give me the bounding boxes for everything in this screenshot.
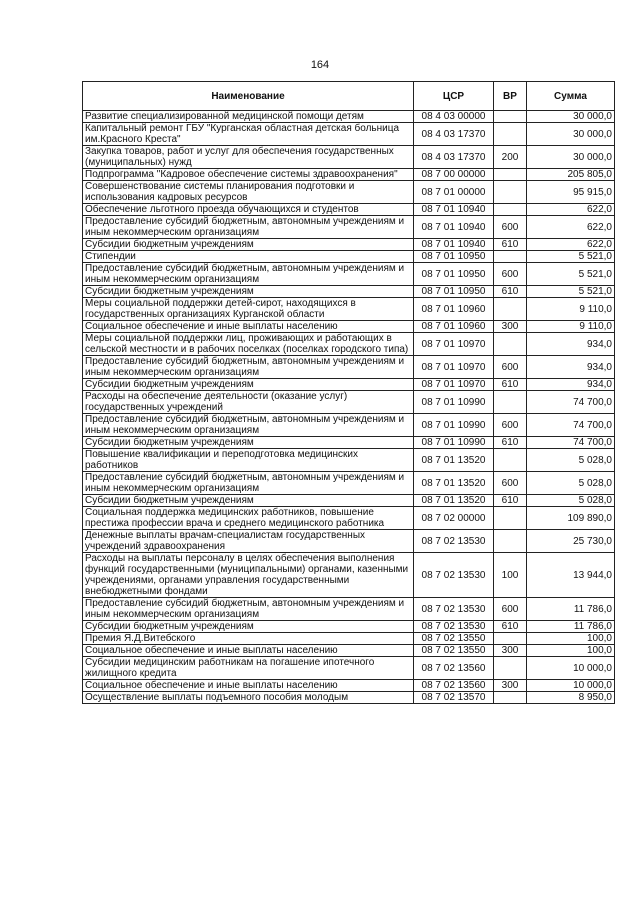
cell-name: Предоставление субсидий бюджетным, автономным учреждениям и иным некоммерческим организациям <box>83 216 414 239</box>
cell-vr: 610 <box>494 621 527 633</box>
cell-vr <box>494 449 527 472</box>
cell-name: Стипендии <box>83 251 414 263</box>
table-row <box>83 146 615 169</box>
cell-sum: 5 028,0 <box>527 495 615 507</box>
cell-csr: 08 7 01 10950 <box>414 286 494 298</box>
cell-vr: 600 <box>494 216 527 239</box>
cell-vr <box>494 111 527 123</box>
cell-sum: 25 730,0 <box>527 530 615 553</box>
cell-name: Обеспечение льготного проезда обучающихся и студентов <box>83 204 414 216</box>
cell-vr: 200 <box>494 146 527 169</box>
cell-sum: 30 000,0 <box>527 111 615 123</box>
cell-sum: 9 110,0 <box>527 321 615 333</box>
cell-csr: 08 7 01 10940 <box>414 239 494 251</box>
cell-vr: 610 <box>494 286 527 298</box>
cell-name: Субсидии бюджетным учреждениям <box>83 495 414 507</box>
budget-table <box>82 81 615 704</box>
cell-sum: 622,0 <box>527 216 615 239</box>
cell-csr: 08 7 02 13530 <box>414 598 494 621</box>
header-name: Наименование <box>83 82 414 111</box>
cell-vr <box>494 692 527 704</box>
cell-csr: 08 7 02 13530 <box>414 621 494 633</box>
table-row <box>83 333 615 356</box>
table-row <box>83 391 615 414</box>
cell-name: Закупка товаров, работ и услуг для обеспечения государственных (муниципальных) нужд <box>83 146 414 169</box>
cell-vr <box>494 204 527 216</box>
table-row <box>83 321 615 333</box>
cell-vr <box>494 123 527 146</box>
cell-sum: 13 944,0 <box>527 553 615 598</box>
cell-vr: 100 <box>494 553 527 598</box>
cell-vr <box>494 298 527 321</box>
cell-vr <box>494 181 527 204</box>
cell-name: Социальное обеспечение и иные выплаты населению <box>83 680 414 692</box>
cell-name: Денежные выплаты врачам-специалистам государственных учреждений здравоохранения <box>83 530 414 553</box>
cell-name: Социальное обеспечение и иные выплаты населению <box>83 321 414 333</box>
cell-csr: 08 7 02 13550 <box>414 645 494 657</box>
cell-vr <box>494 169 527 181</box>
cell-name: Субсидии бюджетным учреждениям <box>83 239 414 251</box>
cell-sum: 205 805,0 <box>527 169 615 181</box>
cell-vr <box>494 251 527 263</box>
cell-name: Предоставление субсидий бюджетным, автономным учреждениям и иным некоммерческим организациям <box>83 263 414 286</box>
cell-sum: 74 700,0 <box>527 437 615 449</box>
cell-vr: 610 <box>494 437 527 449</box>
cell-csr: 08 7 02 13560 <box>414 680 494 692</box>
table-row <box>83 356 615 379</box>
table-row <box>83 239 615 251</box>
table-row <box>83 414 615 437</box>
cell-sum: 10 000,0 <box>527 680 615 692</box>
cell-csr: 08 7 01 10970 <box>414 379 494 391</box>
cell-sum: 74 700,0 <box>527 414 615 437</box>
cell-name: Премия Я.Д.Витебского <box>83 633 414 645</box>
table-row <box>83 657 615 680</box>
cell-sum: 100,0 <box>527 645 615 657</box>
table-row <box>83 449 615 472</box>
cell-csr: 08 7 01 10950 <box>414 263 494 286</box>
table-row <box>83 633 615 645</box>
cell-name: Социальное обеспечение и иные выплаты населению <box>83 645 414 657</box>
cell-csr: 08 7 01 10960 <box>414 321 494 333</box>
table-row <box>83 495 615 507</box>
cell-sum: 11 786,0 <box>527 621 615 633</box>
cell-name: Предоставление субсидий бюджетным, автономным учреждениям и иным некоммерческим организациям <box>83 472 414 495</box>
cell-name: Субсидии бюджетным учреждениям <box>83 379 414 391</box>
cell-sum: 74 700,0 <box>527 391 615 414</box>
cell-vr <box>494 530 527 553</box>
table-row <box>83 298 615 321</box>
cell-csr: 08 7 02 13550 <box>414 633 494 645</box>
cell-vr <box>494 633 527 645</box>
cell-vr: 300 <box>494 321 527 333</box>
cell-csr: 08 7 01 10940 <box>414 216 494 239</box>
table-row <box>83 472 615 495</box>
cell-name: Повышение квалификации и переподготовка медицинских работников <box>83 449 414 472</box>
cell-name: Подпрограмма "Кадровое обеспечение системы здравоохранения" <box>83 169 414 181</box>
table-row <box>83 530 615 553</box>
cell-csr: 08 7 02 00000 <box>414 507 494 530</box>
table-row <box>83 680 615 692</box>
table-row <box>83 181 615 204</box>
cell-csr: 08 7 01 00000 <box>414 181 494 204</box>
table-header-row <box>83 82 615 111</box>
cell-csr: 08 7 01 10960 <box>414 298 494 321</box>
cell-sum: 934,0 <box>527 379 615 391</box>
table-row <box>83 204 615 216</box>
cell-vr <box>494 391 527 414</box>
table-row <box>83 123 615 146</box>
cell-sum: 30 000,0 <box>527 146 615 169</box>
cell-vr <box>494 333 527 356</box>
cell-csr: 08 7 01 13520 <box>414 472 494 495</box>
cell-name: Субсидии медицинским работникам на погашение ипотечного жилищного кредита <box>83 657 414 680</box>
cell-name: Расходы на обеспечение деятельности (оказание услуг) государственных учреждений <box>83 391 414 414</box>
table-row <box>83 621 615 633</box>
cell-csr: 08 7 01 10990 <box>414 414 494 437</box>
cell-vr: 600 <box>494 472 527 495</box>
cell-sum: 934,0 <box>527 333 615 356</box>
table-row <box>83 111 615 123</box>
table-row <box>83 598 615 621</box>
cell-name: Предоставление субсидий бюджетным, автономным учреждениям и иным некоммерческим организациям <box>83 598 414 621</box>
table-row <box>83 379 615 391</box>
cell-sum: 30 000,0 <box>527 123 615 146</box>
cell-sum: 5 028,0 <box>527 472 615 495</box>
cell-csr: 08 7 01 10950 <box>414 251 494 263</box>
cell-sum: 10 000,0 <box>527 657 615 680</box>
cell-csr: 08 7 02 13560 <box>414 657 494 680</box>
cell-name: Субсидии бюджетным учреждениям <box>83 621 414 633</box>
cell-sum: 622,0 <box>527 239 615 251</box>
cell-vr: 300 <box>494 645 527 657</box>
cell-vr: 600 <box>494 356 527 379</box>
cell-csr: 08 7 01 10990 <box>414 391 494 414</box>
cell-name: Предоставление субсидий бюджетным, автономным учреждениям и иным некоммерческим организациям <box>83 414 414 437</box>
cell-sum: 5 521,0 <box>527 286 615 298</box>
cell-sum: 100,0 <box>527 633 615 645</box>
table-row <box>83 216 615 239</box>
cell-sum: 5 028,0 <box>527 449 615 472</box>
table-body <box>83 111 615 704</box>
table-row <box>83 437 615 449</box>
cell-csr: 08 7 02 13530 <box>414 553 494 598</box>
cell-csr: 08 4 03 00000 <box>414 111 494 123</box>
cell-vr: 610 <box>494 379 527 391</box>
table-row <box>83 507 615 530</box>
cell-csr: 08 4 03 17370 <box>414 146 494 169</box>
cell-sum: 11 786,0 <box>527 598 615 621</box>
table-row <box>83 169 615 181</box>
cell-sum: 109 890,0 <box>527 507 615 530</box>
cell-name: Осуществление выплаты подъемного пособия молодым <box>83 692 414 704</box>
header-sum: Сумма <box>527 82 615 111</box>
table-row <box>83 645 615 657</box>
table-row <box>83 251 615 263</box>
cell-sum: 622,0 <box>527 204 615 216</box>
table-row <box>83 263 615 286</box>
table-row <box>83 553 615 598</box>
cell-vr <box>494 657 527 680</box>
cell-vr: 600 <box>494 414 527 437</box>
cell-csr: 08 7 01 10970 <box>414 356 494 379</box>
cell-csr: 08 7 01 10970 <box>414 333 494 356</box>
cell-sum: 95 915,0 <box>527 181 615 204</box>
cell-vr: 300 <box>494 680 527 692</box>
cell-vr: 610 <box>494 495 527 507</box>
cell-name: Капитальный ремонт ГБУ "Курганская областная детская больница им.Красного Креста" <box>83 123 414 146</box>
page-number: 164 <box>310 59 330 71</box>
cell-name: Меры социальной поддержки лиц, проживающих и работающих в сельской местности и в рабочих поселках (поселках городского типа) <box>83 333 414 356</box>
cell-csr: 08 4 03 17370 <box>414 123 494 146</box>
cell-csr: 08 7 00 00000 <box>414 169 494 181</box>
cell-name: Расходы на выплаты персоналу в целях обеспечения выполнения функций государственными (муниципальными) органами, казенными учреждениями, органами управления государственными внебюджетными фондами <box>83 553 414 598</box>
cell-csr: 08 7 01 13520 <box>414 449 494 472</box>
cell-name: Совершенствование системы планирования подготовки и использования кадровых ресурсов <box>83 181 414 204</box>
header-csr: ЦСР <box>414 82 494 111</box>
header-vr: ВР <box>494 82 527 111</box>
cell-vr: 600 <box>494 263 527 286</box>
cell-csr: 08 7 01 10940 <box>414 204 494 216</box>
cell-name: Предоставление субсидий бюджетным, автономным учреждениям и иным некоммерческим организациям <box>83 356 414 379</box>
table-row <box>83 286 615 298</box>
cell-sum: 9 110,0 <box>527 298 615 321</box>
cell-name: Субсидии бюджетным учреждениям <box>83 286 414 298</box>
cell-vr: 600 <box>494 598 527 621</box>
cell-name: Меры социальной поддержки детей-сирот, находящихся в государственных организациях Курганской области <box>83 298 414 321</box>
cell-sum: 8 950,0 <box>527 692 615 704</box>
cell-name: Развитие специализированной медицинской помощи детям <box>83 111 414 123</box>
cell-sum: 934,0 <box>527 356 615 379</box>
cell-vr <box>494 507 527 530</box>
cell-sum: 5 521,0 <box>527 251 615 263</box>
cell-csr: 08 7 01 10990 <box>414 437 494 449</box>
cell-vr: 610 <box>494 239 527 251</box>
cell-name: Субсидии бюджетным учреждениям <box>83 437 414 449</box>
cell-name: Социальная поддержка медицинских работников, повышение престижа профессии врача и среднего медицинского работника <box>83 507 414 530</box>
cell-csr: 08 7 02 13570 <box>414 692 494 704</box>
cell-sum: 5 521,0 <box>527 263 615 286</box>
cell-csr: 08 7 01 13520 <box>414 495 494 507</box>
cell-csr: 08 7 02 13530 <box>414 530 494 553</box>
table-row <box>83 692 615 704</box>
